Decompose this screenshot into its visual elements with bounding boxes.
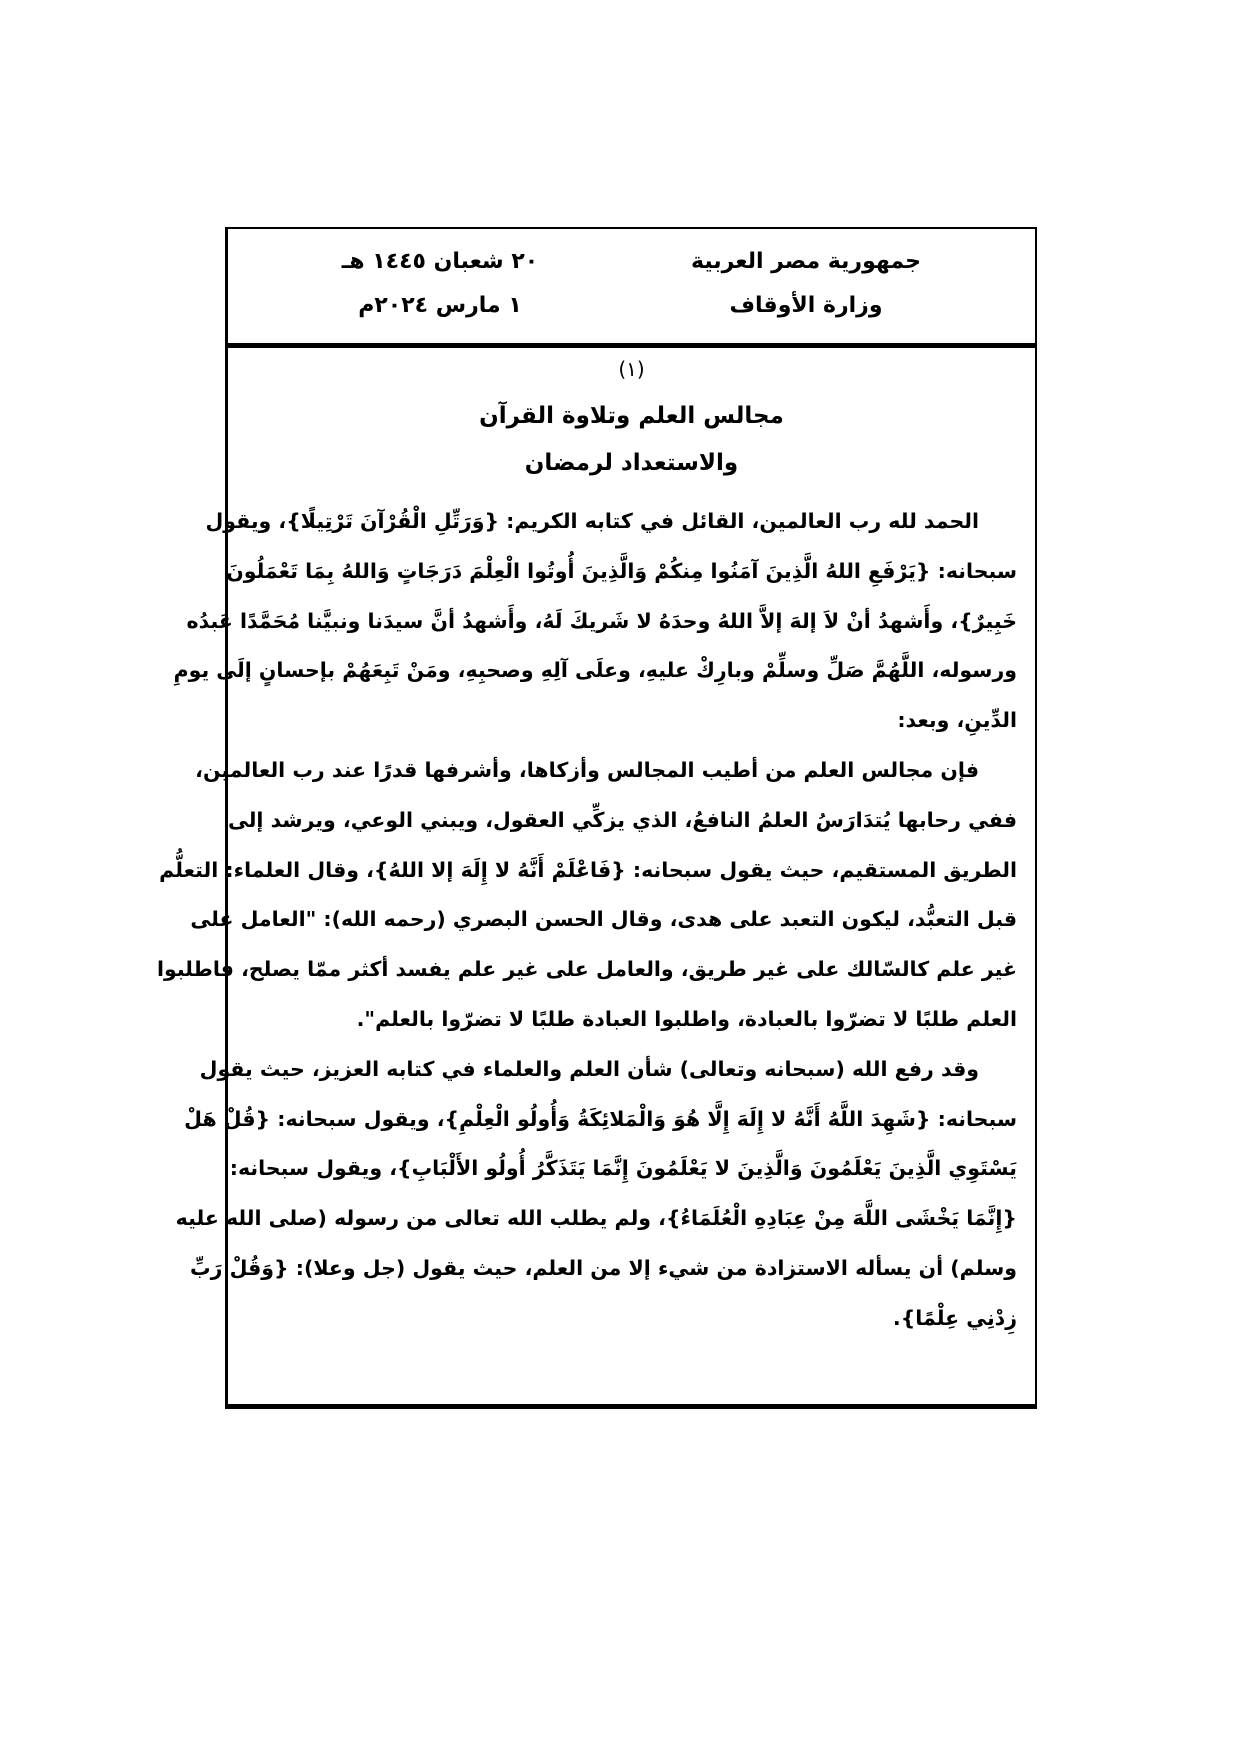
text-line: سبحانه: {يَرْفَعِ اللهُ الَّذِينَ آمَنُوا مِنكُمْ وَالَّذِينَ أُوتُوا الْعِلْمَ دَرَجَاتٍ وَاللهُ بِمَا تَعْمَلُونَ (226, 558, 1017, 583)
body-text (156, 497, 1017, 1344)
gregorian-date: ١ مارس ٢٠٢٤م (358, 293, 522, 318)
text-line: يَسْتَوِي الَّذِينَ يَعْلَمُونَ وَالَّذِينَ لا يَعْلَمُونَ إِنَّمَا يَتَذَكَّرُ أُولُو الأَلْبَابِ}، ويقول سبحانه: (229, 1156, 1017, 1181)
text-line: الحمد لله رب العالمين، القائل في كتابه الكريم: {وَرَتِّلِ الْقُرْآنَ تَرْتِيلًا}، ويقول (205, 509, 979, 533)
document-header (228, 229, 1035, 348)
text-line: قبل التعبُّد، ليكون التعبد على هدى، وقال الحسن البصري (رحمه الله): "العامل على (190, 907, 1017, 932)
text-line: غير علم كالسّالك على غير طريق، والعامل على غير علم يفسد أكثر ممّا يصلح، فاطلبوا (156, 957, 1017, 982)
hijri-date: ٢٠ شعبان ١٤٤٥ هـ (341, 249, 539, 274)
country-name: جمهورية مصر العربية (691, 249, 921, 274)
text-line: الطريق المستقيم، حيث يقول سبحانه: {فَاعْلَمْ أَنَّهُ لا إِلَهَ إلا اللهُ}، وقال العلماء: التعلُّم (159, 857, 1017, 882)
title-block (228, 346, 1035, 487)
text-line: الدِّينِ، وبعد: (897, 708, 1017, 733)
text-line: خَبِيرٌ}، وأَشهدُ أنْ لاَ إلهَ إلاَّ اللهُ وحدَهُ لا شَريكَ لَهُ، وأَشهدُ أنَّ سيدَنا ونبيَّنا مُحَمَّدًا عَبدُه (186, 608, 1017, 633)
text-line: ففي رحابها يُتدَارَسُ العلمُ النافعُ، الذي يزكِّي العقول، ويبني الوعي، ويرشد إلى (227, 807, 1017, 832)
page-subtitle: والاستعداد لرمضان (524, 450, 739, 476)
text-line: وسلم) أن يسأله الاستزادة من شيء إلا من العلم، حيث يقول (جل وعلا): {وَقُلْ رَبِّ (190, 1255, 1017, 1280)
text-line: العلم طلبًا لا تضرّوا بالعبادة، واطلبوا العبادة طلبًا لا تضرّوا بالعلم". (356, 1006, 1017, 1031)
text-line: وقد رفع الله (سبحانه وتعالى) شأن العلم والعلماء في كتابه العزيز، حيث يقول (199, 1056, 979, 1081)
section-number: (١) (618, 357, 645, 381)
text-line: {إِنَّمَا يَخْشَى اللَّهَ مِنْ عِبَادِهِ الْعُلَمَاءُ}، ولم يطلب الله تعالى من رسوله (صلى الله عليه (175, 1206, 1017, 1231)
text-line: ورسوله، اللَّهُمَّ صَلِّ وسلِّمْ وبارِكْ عليهِ، وعلَى آلِهِ وصحبِهِ، ومَنْ تَبِعَهُمْ بإحسانٍ إلَى يومِ (173, 658, 1017, 683)
page-title: مجالس العلم وتلاوة القرآن (479, 403, 784, 429)
document-frame (156, 227, 1037, 1409)
text-line: زِدْنِي عِلْمًا}. (892, 1305, 1017, 1330)
text-line: سبحانه: {شَهِدَ اللَّهُ أَنَّهُ لا إِلَهَ إِلَّا هُوَ وَالْمَلائِكَةُ وَأُولُو الْعِلْمِ}، ويقول سبحانه: {قُلْ هَلْ (184, 1106, 1017, 1131)
ministry-name: وزارة الأوقاف (729, 293, 883, 318)
text-line: فإن مجالس العلم من أطيب المجالس وأزكاها، وأشرفها قدرًا عند رب العالمين، (195, 757, 979, 782)
